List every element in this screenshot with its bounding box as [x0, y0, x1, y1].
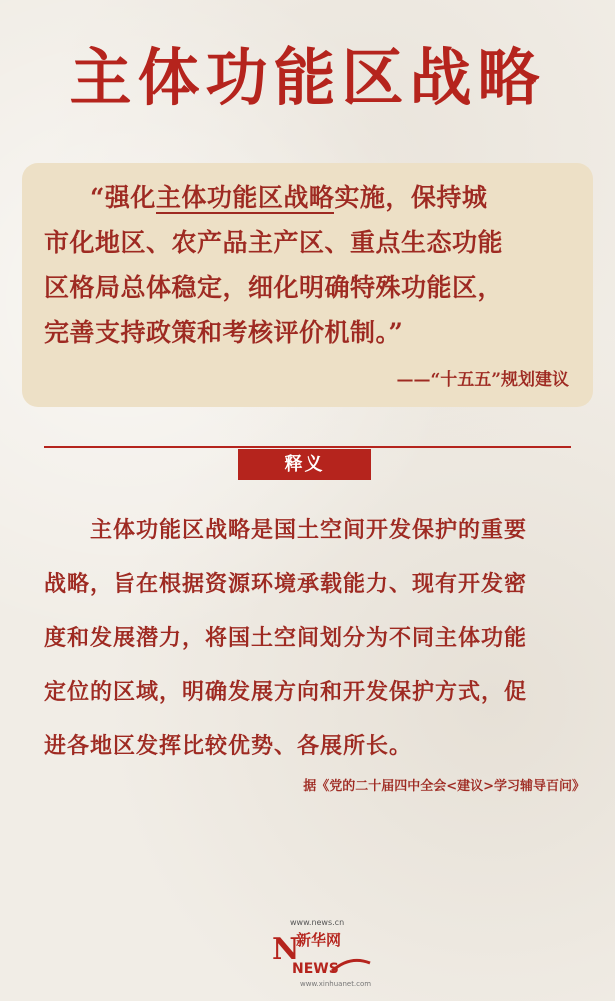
logo-n-letter: N: [272, 932, 300, 967]
quote-highlight: 主体功能区战略: [155, 183, 335, 212]
quote-line-4: 完善支持政策和考核评价机制。”: [44, 318, 404, 347]
body-line-4: 定位的区域，明确发展方向和开发保护方式，促: [44, 679, 528, 705]
quote-line-1: [44, 175, 584, 220]
page-title: 主体功能区战略: [69, 41, 546, 114]
logo-url-bottom: www.xinhuanet.com: [300, 980, 372, 988]
logo-brand: 新华网: [296, 931, 342, 949]
section-divider: [44, 446, 571, 448]
body-line-5: 进各地区发挥比较优势、各展所长。: [44, 733, 413, 759]
body-line-1: 主体功能区战略是国土空间开发保护的重要: [90, 517, 528, 543]
quote-line-3: 区格局总体稳定，细化明确特殊功能区，: [44, 273, 504, 302]
citation: 据《党的二十届四中全会<建议>学习辅导百问》: [303, 779, 585, 794]
body-line-3: 度和发展潜力，将国土空间划分为不同主体功能: [44, 625, 528, 651]
quote-text: [44, 175, 584, 355]
logo-letters: NEWS: [292, 961, 339, 977]
quote-line-1-rest: 实施，保持城: [334, 183, 488, 212]
quote-line-2: 市化地区、农产品主产区、重点生态功能: [44, 228, 504, 257]
xinhua-logo: [270, 925, 380, 985]
quote-source: ——“十五五”规划建议: [396, 370, 569, 390]
section-label: 释义: [238, 449, 371, 480]
logo-url-top: www.news.cn: [290, 918, 345, 927]
quote-open: “强化: [90, 183, 156, 212]
explanation-text: [44, 503, 584, 773]
body-line-2: 战略，旨在根据资源环境承载能力、现有开发密: [44, 571, 528, 597]
